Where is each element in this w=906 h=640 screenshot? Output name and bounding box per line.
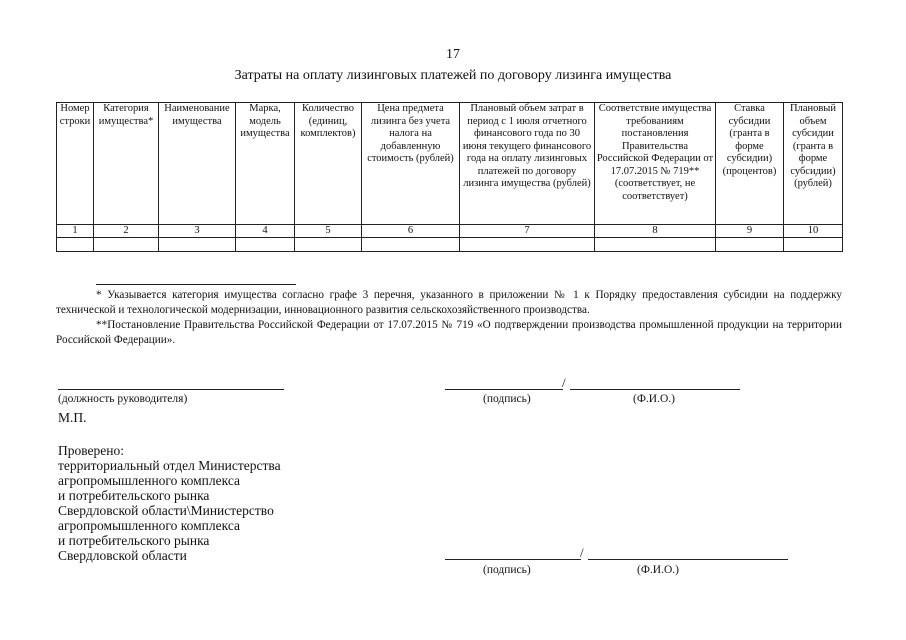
- column-number: 7: [460, 225, 595, 238]
- name-caption: (Ф.И.О.): [633, 393, 675, 405]
- checked-line: агропромышленного комплекса: [58, 473, 240, 488]
- checked-line: агропромышленного комплекса: [58, 518, 240, 533]
- checked-line: Свердловской области\Министерство: [58, 503, 274, 518]
- column-number: 5: [295, 225, 362, 238]
- footnote-1: * Указывается категория имущества согласно графе 3 перечня, указанного в приложении № 1 к Порядку предоставления субсидии на поддержку технической и технологической модернизации, инновационного развития сельскохозяйственного производства.: [56, 289, 842, 316]
- column-number: 6: [362, 225, 460, 238]
- position-caption: (должность руководителя): [58, 393, 188, 405]
- empty-cell: [159, 238, 236, 252]
- empty-cell: [716, 238, 784, 252]
- header-cell: Плановый объем субсидии (гранта в форме субсидии) (рублей): [784, 103, 843, 225]
- table-empty-row: [57, 238, 843, 252]
- empty-cell: [295, 238, 362, 252]
- header-cell: Соответствие имущества требованиям постановления Правительства Российской Федерации от 17.07.2015 № 719** (соответствует, не соответствует): [595, 103, 716, 225]
- table-header-row: [57, 103, 843, 225]
- separator-slash: /: [562, 375, 566, 390]
- column-number: 8: [595, 225, 716, 238]
- column-number: 2: [94, 225, 159, 238]
- empty-cell: [460, 238, 595, 252]
- column-number: 9: [716, 225, 784, 238]
- header-cell: Наименование имущества: [159, 103, 236, 225]
- name-caption-2: (Ф.И.О.): [637, 564, 679, 576]
- empty-cell: [94, 238, 159, 252]
- footnote-separator: [96, 284, 296, 285]
- header-cell: Количество (единиц, комплектов): [295, 103, 362, 225]
- name-line: [570, 389, 740, 390]
- checked-line: Свердловской области: [58, 548, 187, 563]
- column-number: 10: [784, 225, 843, 238]
- empty-cell: [362, 238, 460, 252]
- checked-line: и потребительского рынка: [58, 488, 210, 503]
- document-title: Затраты на оплату лизинговых платежей по договору лизинга имущества: [234, 68, 672, 83]
- empty-cell: [236, 238, 295, 252]
- signature-caption: (подпись): [483, 393, 531, 405]
- signature-caption-2: (подпись): [483, 564, 531, 576]
- costs-table: [56, 102, 843, 252]
- name-line-2: [588, 559, 788, 560]
- checked-line: и потребительского рынка: [58, 533, 210, 548]
- column-number: 1: [57, 225, 94, 238]
- column-number: 3: [159, 225, 236, 238]
- column-number: 4: [236, 225, 295, 238]
- checked-heading: Проверено:: [58, 443, 125, 458]
- empty-cell: [57, 238, 94, 252]
- header-cell: Номер строки: [57, 103, 94, 225]
- empty-cell: [595, 238, 716, 252]
- empty-cell: [784, 238, 843, 252]
- checked-line: территориальный отдел Министерства: [58, 458, 281, 473]
- separator-slash-2: /: [580, 545, 584, 560]
- stamp-label: М.П.: [58, 410, 87, 425]
- column-number-row: [57, 225, 843, 238]
- position-line: [58, 389, 284, 390]
- header-cell: Ставка субсидии (гранта в форме субсидии) (процентов): [716, 103, 784, 225]
- checked-by-block: [58, 458, 358, 563]
- header-cell: Цена предмета лизинга без учета налога на добавленную стоимость (рублей): [362, 103, 460, 225]
- header-cell: Плановый объем затрат в период с 1 июля отчетного финансового года по 30 июня текущего финансового года на оплату лизинговых платежей по договору лизинга имущества (рублей): [460, 103, 595, 225]
- footnote-2: **Постановление Правительства Российской Федерации от 17.07.2015 № 719 «О подтверждении производства промышленной продукции на территории Российской Федерации».: [56, 319, 842, 346]
- signature-line-2: [445, 559, 581, 560]
- header-cell: Категория имущества*: [94, 103, 159, 225]
- page-number: 17: [446, 47, 460, 62]
- header-cell: Марка, модель имущества: [236, 103, 295, 225]
- signature-line: [445, 389, 563, 390]
